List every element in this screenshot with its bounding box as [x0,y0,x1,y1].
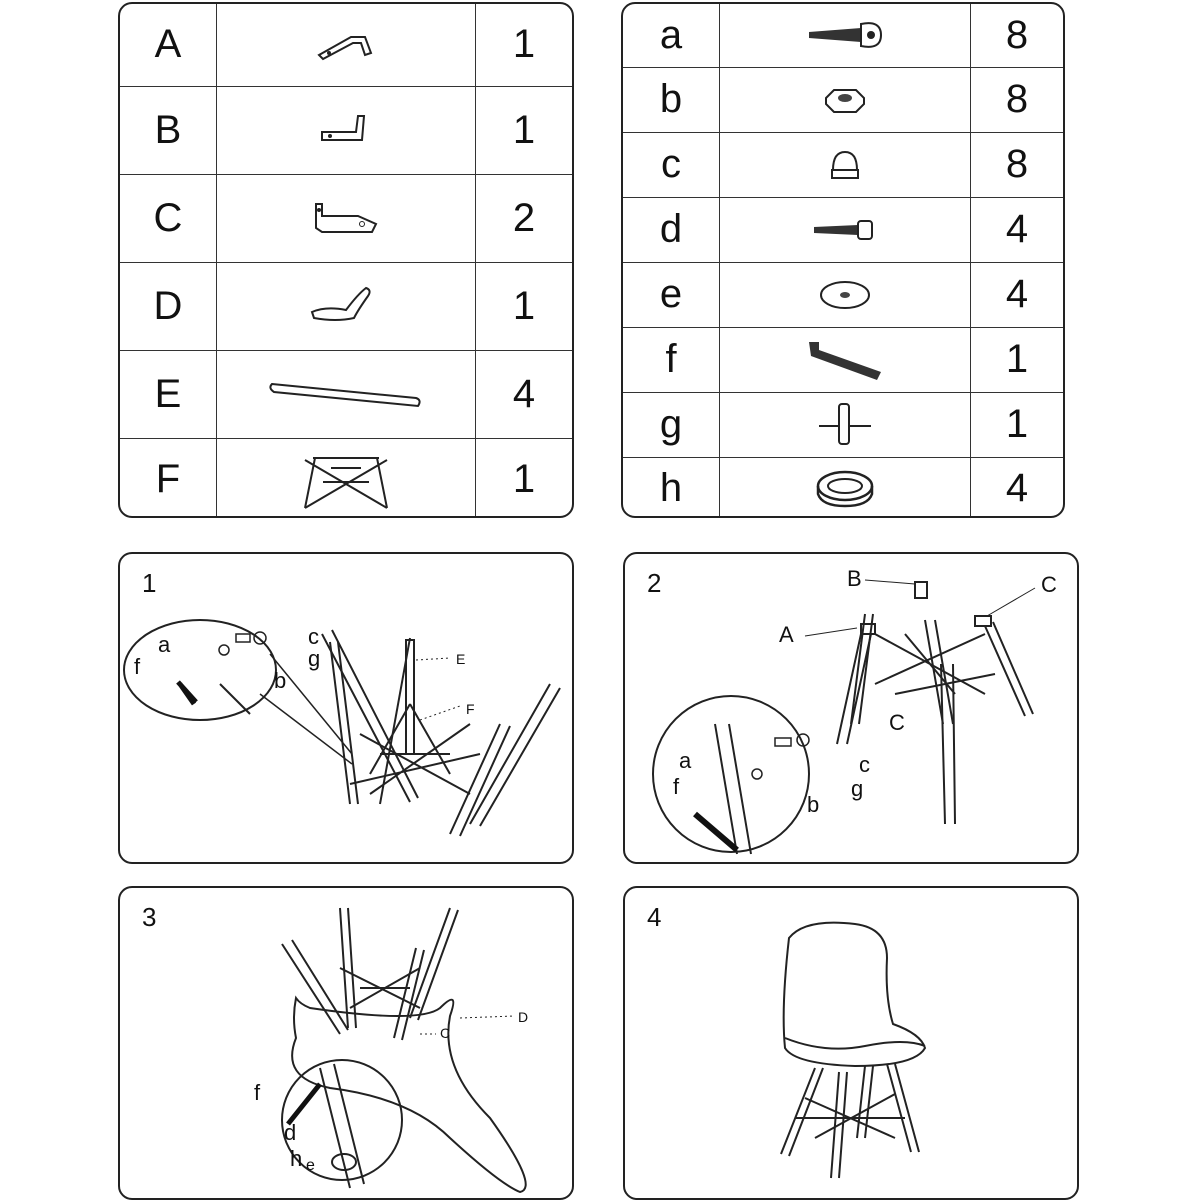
callout-c: c [859,752,870,777]
callout-h: h [290,1146,303,1171]
step-3-panel [118,886,574,1200]
part-letter: D [120,262,217,350]
callout-b: b [274,668,287,693]
step-2-panel [623,552,1079,864]
step-number: 2 [647,568,662,598]
step-4-panel [623,886,1079,1200]
part-qty: 1 [476,86,573,174]
callout-a: a [158,632,171,657]
part-qty: 1 [971,327,1064,392]
wire-frame-icon [217,438,476,518]
part-qty: 1 [476,262,573,350]
step-1-panel [118,552,574,864]
hex-nut-icon [720,67,971,132]
chair-assembled-illustration [625,888,1079,1200]
table-row [623,392,1063,457]
part-qty: 4 [971,197,1064,262]
part-qty: 8 [971,132,1064,197]
part-letter: f [623,327,720,392]
callout-b: b [807,792,820,817]
step-number: 3 [142,902,157,932]
callout-g: g [308,646,321,671]
table-row [120,4,572,86]
part-qty: 2 [476,174,573,262]
callout-f: f [254,1080,261,1105]
part-qty: 1 [476,438,573,518]
parts-table-left [118,2,574,518]
part-letter: B [120,86,217,174]
t-wrench-icon [720,392,971,457]
wooden-leg-icon [217,350,476,438]
table-row [623,197,1063,262]
callout-a: a [679,748,692,773]
table-row [120,86,572,174]
part-qty: 4 [971,457,1064,518]
callout-A: A [779,622,794,647]
callout-f: f [673,774,680,799]
allen-key-icon [720,327,971,392]
step-number: 1 [142,568,157,598]
table-row [120,350,572,438]
callout-c: c [308,624,319,649]
part-letter: E [120,350,217,438]
callout-d: d [284,1120,297,1145]
callout-g: g [851,776,864,801]
part-qty: 1 [971,392,1064,457]
part-letter: A [120,4,217,86]
cap-nut-icon [720,132,971,197]
part-qty: 8 [971,67,1064,132]
table-row [623,457,1063,518]
part-letter: F [120,438,217,518]
part-letter: a [623,4,720,67]
table-row [623,327,1063,392]
step-number: 4 [647,902,662,932]
step-1-illustration [120,554,574,864]
flat-bracket-icon [217,174,476,262]
part-letter: h [623,457,720,518]
callout-C: C [440,1025,451,1041]
callout-D: D [518,1009,529,1025]
part-letter: g [623,392,720,457]
seat-shell-icon [217,262,476,350]
table-row [623,132,1063,197]
callout-f: f [134,654,141,679]
part-letter: b [623,67,720,132]
callout-B: B [847,566,862,591]
table-row [120,438,572,518]
part-letter: e [623,262,720,327]
part-qty: 4 [476,350,573,438]
table-row [623,4,1063,67]
callout-C-mid: C [889,710,905,735]
short-bracket-icon [217,86,476,174]
rubber-ring-icon [720,457,971,518]
parts-table-right [621,2,1065,518]
short-bolt-icon [720,197,971,262]
part-qty: 8 [971,4,1064,67]
part-qty: 1 [476,4,573,86]
part-qty: 4 [971,262,1064,327]
part-letter: c [623,132,720,197]
table-row [120,262,572,350]
callout-E: E [456,651,466,667]
part-letter: d [623,197,720,262]
callout-F: F [466,701,475,717]
l-bracket-icon [217,4,476,86]
table-row [120,174,572,262]
bolt-icon [720,4,971,67]
table-row [623,262,1063,327]
table-row [623,67,1063,132]
step-2-illustration [625,554,1079,864]
part-letter: C [120,174,217,262]
washer-icon [720,262,971,327]
callout-C-top: C [1041,572,1057,597]
callout-e: e [306,1157,315,1174]
step-3-illustration [120,888,574,1200]
